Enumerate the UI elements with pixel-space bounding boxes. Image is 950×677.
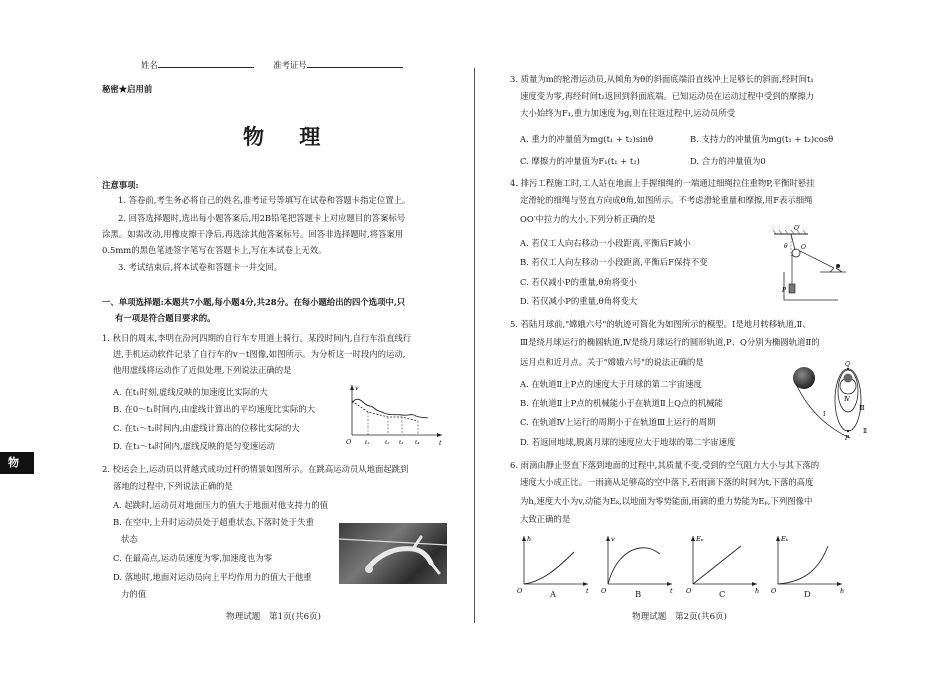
y-arrow <box>776 536 780 541</box>
exam-number-label: 准考证号 <box>273 60 307 70</box>
q1-vt-graph <box>344 381 448 449</box>
section-heading: 有一项是符合题目要求的。 <box>115 313 216 323</box>
q2-option-c[interactable]: C. 在最高点,运动员速度为零,加速度也为零 <box>113 553 273 563</box>
origin-label: O <box>517 587 523 595</box>
notes-line: 1. 答卷前,考生务必将自己的姓名,准考证号等填写在试卷和答题卡指定位置上。 <box>118 195 411 205</box>
q3-option-a[interactable]: A. 重力的冲量值为mg(t₁ + t₂)sinθ <box>520 134 654 144</box>
q4-pulley-figure <box>764 220 848 306</box>
question-5-text: 5. 若陆月球前,"嫦娥六号"的轨迹可简化为如图所示的模型。Ⅰ是地月转移轨道,Ⅱ、 <box>510 319 811 329</box>
q6-option-d[interactable]: D <box>804 589 811 599</box>
label-q: Q <box>845 361 850 368</box>
q3-option-d[interactable]: D. 合力的冲量值为0 <box>690 156 766 166</box>
tick-label: t₄ <box>415 440 420 446</box>
ceiling-hatch <box>773 230 806 234</box>
question-5-text: Ⅲ是绕月球运行的椭圆轨道,Ⅳ是绕月球运行的圆形轨道,P、Q分别为椭圆轨道Ⅱ的 <box>520 337 820 347</box>
high-jump-photo <box>339 523 447 584</box>
q6-option-b[interactable]: B <box>635 589 642 599</box>
notes-line: 3. 考试结束后,将本试卷和答题卡一并交回。 <box>118 262 283 272</box>
q3-option-c[interactable]: C. 摩擦力的冲量值为F₁(t₁ + t₂) <box>520 156 640 166</box>
x-arrow <box>583 582 588 586</box>
moon <box>844 374 853 383</box>
y-label: Eₖ <box>781 535 789 543</box>
point-q <box>847 368 849 370</box>
q4-option-c[interactable]: C. 若仅减小P的重量,θ角将变小 <box>520 277 637 287</box>
label-o: O <box>801 244 806 251</box>
x-arrow <box>437 433 442 437</box>
q5-option-d[interactable]: D. 若返回地球,脱离月球的速度应大于地球的第二宇宙速度 <box>520 437 736 447</box>
weight-p <box>789 284 795 293</box>
origin-label: O <box>346 438 352 446</box>
question-4-text: OO′中拉力的大小,下列分析正确的是 <box>520 214 656 224</box>
q6-option-c[interactable]: C <box>719 589 726 599</box>
page-footer: 物理试题 第1页(共6页) <box>226 612 321 622</box>
y-label: v <box>355 384 359 392</box>
x-label: t <box>439 439 442 447</box>
tick-label: t₃ <box>399 440 404 446</box>
y-label: h <box>527 535 532 543</box>
question-1-text: 他用虚线将运动作了近似处理,下列说法正确的是 <box>113 365 292 375</box>
rope-oo-prime <box>791 234 795 250</box>
x-arrow <box>837 582 842 586</box>
page-divider <box>474 68 475 623</box>
question-4-text: 定滑轮的细绳与竖直方向成θ角,如图所示。不考虑滑轮重量和摩擦,用F表示细绳 <box>520 195 813 205</box>
page-footer: 物理试题 第2页(共6页) <box>632 612 727 622</box>
x-label: h <box>840 587 845 595</box>
question-6-text: 6. 雨滴由静止竖直下落到地面的过程中,其质量不变,受到的空气阻力大小与其下落的 <box>510 460 820 470</box>
question-6-text: 为h,速度大小为v,动能为Eₖ,以地面为零势能面,雨滴的重力势能为Eₚ,下列图像中 <box>520 496 813 506</box>
section-heading: 一、单项选择题:本题共7小题,每小题4分,共28分。在每小题给出的四个选项中,只 <box>102 297 406 307</box>
x-label: t <box>586 587 589 595</box>
exam-number-field-line[interactable] <box>307 58 403 68</box>
q5-option-a[interactable]: A. 在轨道Ⅱ上P点的速度大于月球的第二宇宙速度 <box>520 379 702 389</box>
crossbar <box>339 539 447 545</box>
pulley <box>792 249 800 257</box>
notes-line: 0.5mm的黑色笔迹签字笔写在答题卡上,写在本试卷上无效。 <box>102 245 327 255</box>
question-3-text: 大小始终为F₁,重力加速度为g,则在往返过程中,运动员所受 <box>520 108 736 118</box>
q2-option-d[interactable]: D. 落地时,地面对运动员向上平均作用力的值大于他重 <box>113 572 312 582</box>
secret-label: 秘密★启用前 <box>102 84 153 94</box>
curve <box>778 546 828 584</box>
q5-option-c[interactable]: C. 在轨道Ⅳ上运行的周期小于在轨道Ⅲ上运行的周期 <box>520 417 716 427</box>
worker-body <box>830 268 842 272</box>
approx-dashed-line <box>352 401 418 421</box>
right-page <box>478 0 950 677</box>
question-1-text: 1. 秋日的周末,李明在汾河四期的自行车专用道上骑行。某段时间内,自行车沿直线行 <box>102 333 412 343</box>
earth <box>793 367 815 389</box>
label-p: P <box>845 435 850 442</box>
name-label: 姓名 <box>141 60 158 70</box>
q5-orbit-figure <box>790 358 886 442</box>
q3-option-b[interactable]: B. 支持力的冲量值为mg(t₁ + t₂)cosθ <box>690 134 834 144</box>
athlete-body <box>369 549 431 567</box>
q2-option-b-cont: 状态 <box>121 534 138 544</box>
origin-label: O <box>686 587 692 595</box>
q1-option-d[interactable]: D. 在t₃～t₄时间内,虚线反映的是匀变速运动 <box>113 441 275 451</box>
question-3-text: 速度变为零,再经时间t₂返回到斜面底端。已知运动员在运动过程中受到的摩擦力 <box>520 91 815 101</box>
y-arrow <box>522 536 526 541</box>
question-1-text: 进,手机运动软件记录了自行车的v－t图像,如图所示。为分析这一时段内的运动, <box>113 349 406 359</box>
exam-header <box>141 58 403 71</box>
notes-line: 涂黑。如需改动,用橡皮擦干净后,再选涂其他答案标号。回答非选择题时,将答案用 <box>102 229 404 239</box>
x-arrow <box>752 582 757 586</box>
question-3-text: 3. 质量为m的轮滑运动员,从倾角为θ的斜面底端沿直线冲上足够长的斜面,经时间t₁ <box>510 74 814 84</box>
curve <box>608 548 660 584</box>
q5-option-b[interactable]: B. 在轨道Ⅱ上P点的机械能小于在轨道Ⅱ上Q点的机械能 <box>520 398 723 408</box>
x-label: t <box>670 587 673 595</box>
label-i: Ⅰ <box>823 411 826 418</box>
line <box>693 546 741 584</box>
label-iii: Ⅲ <box>859 405 865 412</box>
notes-line: 2. 回答选择题时,选出每小题答案后,用2B铅笔把答题卡上对应题目的答案标号 <box>118 213 406 223</box>
question-4-text: 4. 排污工程施工时,工人站在地面上手握细绳的一端通过细绳拉住重物P,平衡时悬挂 <box>510 178 815 188</box>
name-field-line[interactable] <box>158 58 254 68</box>
label-iv: Ⅳ <box>844 396 850 403</box>
origin-label: O <box>771 587 777 595</box>
label-theta: θ <box>784 243 788 250</box>
curve <box>524 552 574 584</box>
tick-label: t₂ <box>385 440 390 446</box>
q4-option-b[interactable]: B. 若仅工人向左移动一小段距离,平衡后F保持不变 <box>520 257 708 267</box>
question-6-text: 大致正确的是 <box>520 514 571 524</box>
q1-option-a[interactable]: A. 在t₁时刻,虚线反映的加速度比实际的大 <box>113 387 268 397</box>
y-arrow <box>691 536 695 541</box>
q4-option-d[interactable]: D. 若仅减小P的重量,θ角将变大 <box>520 296 638 306</box>
athlete-head <box>365 565 373 573</box>
y-arrow <box>350 385 354 390</box>
notes-heading: 注意事项: <box>102 180 139 190</box>
actual-curve <box>352 399 428 418</box>
high-jump-figure <box>339 523 447 584</box>
q2-option-b[interactable]: B. 在空中,上升时运动员处于超重状态,下落时处于失重 <box>113 517 315 527</box>
sidebar-subject-tab: 物 <box>0 452 34 474</box>
q2-option-d-cont: 力的值 <box>121 589 147 599</box>
origin-label: O <box>601 587 607 595</box>
question-2-text: 2. 校运会上,运动员以背越式成功过杆的情景如图所示。在跳高运动员从地面起跳到 <box>102 464 409 474</box>
q2-option-a[interactable]: A. 起跳时,运动员对地面压力的值大于地面对他支持力的值 <box>113 500 329 510</box>
question-5-text: 远月点和近月点。关于"嫦娥六号"的说法正确的是 <box>520 357 704 367</box>
x-arrow <box>667 582 672 586</box>
tick-label: t₁ <box>365 440 370 446</box>
question-6-text: 速度大小成正比。一雨滴从足够高的空中落下,若雨滴下落的时间为t,下落的高度 <box>520 477 814 487</box>
worker-icon <box>836 264 840 268</box>
y-label: Eₚ <box>696 535 704 543</box>
label-p: P <box>782 287 787 294</box>
y-label: v <box>611 535 615 543</box>
q1-option-c[interactable]: C. 在t₁～t₂时间内,由虚线计算出的位移比实际的大 <box>113 423 300 433</box>
left-page <box>0 0 472 677</box>
y-arrow <box>606 536 610 541</box>
rope-to-worker <box>800 251 834 268</box>
subject-title: 物 理 <box>243 124 335 149</box>
point-p <box>847 430 849 432</box>
label-ii: Ⅱ <box>863 428 868 435</box>
q1-option-b[interactable]: B. 在0～t₁时间内,由虚线计算出的平均速度比实际的大 <box>113 404 316 414</box>
x-label: h <box>755 587 760 595</box>
question-2-text: 落地的过程中,下列说法正确的是 <box>113 481 233 491</box>
q4-option-a[interactable]: A. 若仅工人向右移动一小段距离,平衡后F减小 <box>520 238 691 248</box>
q6-option-a[interactable]: A <box>550 589 557 599</box>
label-o-prime: O′ <box>794 225 801 232</box>
